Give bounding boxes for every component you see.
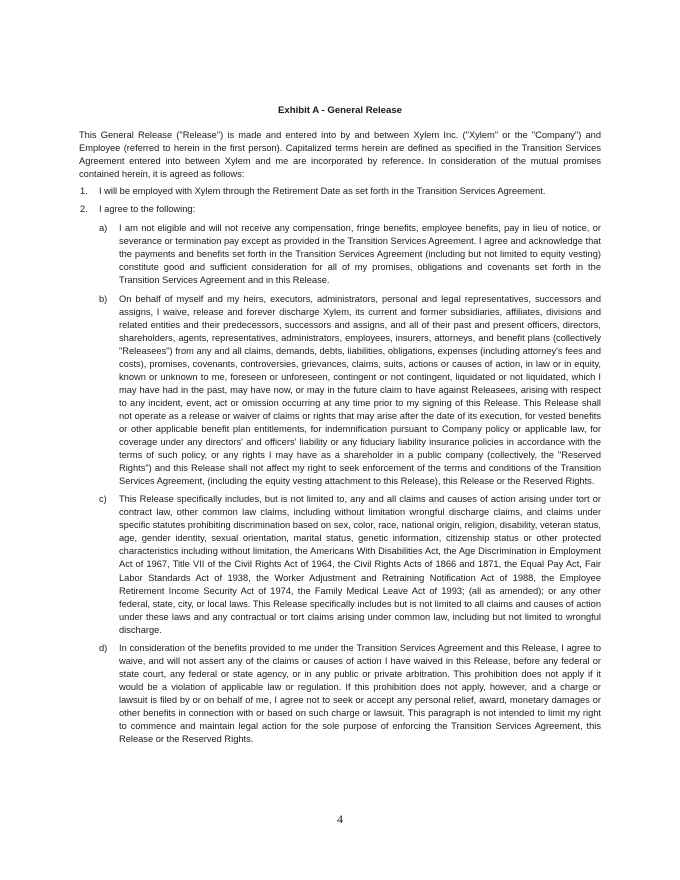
sub-item-text: This Release specifically includes, but is not limited to, any and all claims and causes of action arising under tort or contract law, other common law claims, including without limitation wrongful discharge claims, and claims under specific statutes prohibiting discrimination based on sex, color, race, national origin, religion, disability, veteran status, age, gender identity, sexual orientation, marital status, genetic information, citizenship status or other protected characteristics including without limitation, the Americans With Disabilities Act, the Age Discrimination in Employment Act of 1967, Title VII of the Civil Rights Act of 1964, the Civil Rights Acts of 1866 and 1871, the Equal Pay Act, Fair Labor Standards Act of 1938, the Worker Adjustment and Retraining Notification Act of 1988, the Employee Retirement Income Security Act of 1974, the Family Medical Leave Act of 1993; (all as amended); or any other federal, state, city, or local laws. This Release specifically includes but is not limited to all claims and causes of action under these laws and any contractual or tort claims arising under common law, including but not limited to wrongful discharge. — [119, 494, 601, 635]
page-number: 4 — [337, 812, 343, 826]
item-text: I will be employed with Xylem through the Retirement Date as set forth in the Transition Services Agreement. — [99, 186, 546, 197]
sub-item-list — [79, 222, 601, 746]
sub-item-d — [79, 642, 601, 746]
numbered-item-2 — [79, 203, 601, 216]
sub-item-a — [79, 222, 601, 287]
document-page — [79, 104, 601, 751]
sub-item-text: In consideration of the benefits provided to me under the Transition Services Agreement and this Release, I agree to waive, and will not assert any of the claims or causes of action I have waived in this Release, before any federal or state court, any federal or state agency, or in any public or private arbitration. This prohibition does not apply if it would be a violation of applicable law or regulation. If this prohibition does not apply, however, and a charge or lawsuit is filed by or on behalf of me, I agree not to seek or accept any personal relief, award, monetary damages or other benefits in connection with or based on such charge or lawsuit. This paragraph is not intended to limit my right to commence and maintain legal action for the sole purpose of enforcing the Transition Services Agreement, this Release or the Reserved Rights. — [119, 642, 601, 745]
sub-item-letter: a) — [99, 223, 108, 234]
sub-item-c — [79, 493, 601, 637]
item-text: I agree to the following: — [99, 204, 196, 215]
intro-paragraph: This General Release ("Release") is made and entered into by and between Xylem Inc. ("Xylem" or the "Company") and Employee (referred to herein in the first person). Capitalized terms herein are defined as specified in the Transition Services Agreement entered into between Xylem and me are incorporated by reference. In consideration of the mutual promises contained herein, it is agreed as follows: — [79, 130, 601, 180]
sub-item-letter: c) — [99, 494, 107, 505]
sub-item-text: I am not eligible and will not receive any compensation, fringe benefits, employee benefits, pay in lieu of notice, or severance or termination pay except as provided in the Transition Services Agreement. I agree and acknowledge that the payments and benefits set forth in the Transition Services Agreement (including but not limited to equity vesting) constitute good and sufficient consideration for all of my promises, obligations and covenants set forth in the Transition Services Agreement and in this Release. — [119, 223, 601, 286]
sub-item-b — [79, 293, 601, 489]
sub-item-letter: d) — [99, 642, 108, 653]
sub-item-letter: b) — [99, 293, 108, 304]
item-number: 2. — [80, 204, 88, 215]
document-title: Exhibit A - General Release — [277, 105, 403, 116]
item-number: 1. — [80, 186, 88, 197]
numbered-item-1 — [79, 185, 601, 198]
sub-item-text: On behalf of myself and my heirs, executors, administrators, personal and legal representatives, successors and assigns, I waive, release and forever discharge Xylem, its current and former subsidiaries, affiliates, divisions and related entities and their predecessors, successors and assigns, and all of their past and present officers, directors, shareholders, agents, representatives, administrators, employees, insurers, attorneys, and benefit plans (collectively "Releasees") from any and all claims, demands, debts, liabilities, obligations, expenses (including attorney's fees and costs), promises, covenants, controversies, grievances, claims, suits, actions or causes of action, in law or in equity, known or unknown to me, foreseen or unforeseen, contingent or not contingent, liquidated or not liquidated, which I may have had in the past, may have now, or may in the future claim to have against Releasees, arising with respect to any incident, event, act or omission occurring at any time prior to my signing of this Release. This Release shall not operate as a release or waiver of claims or rights that may arise after the date of its execution, for vested benefits or other applicable benefit plan entitlements, for indemnification pursuant to Company policy or applicable law, for coverage under any directors' and officers' liability or any fiduciary liability insurance policies in accordance with the terms of such policy, or any rights I may have as a shareholder in a public company (collectively, the "Reserved Rights") and this Release shall not affect my right to seek enforcement of the terms and conditions of the Transition Services Agreement, (including the equity vesting attachment to this Release), this Release or the Reserved Rights. — [119, 293, 601, 487]
